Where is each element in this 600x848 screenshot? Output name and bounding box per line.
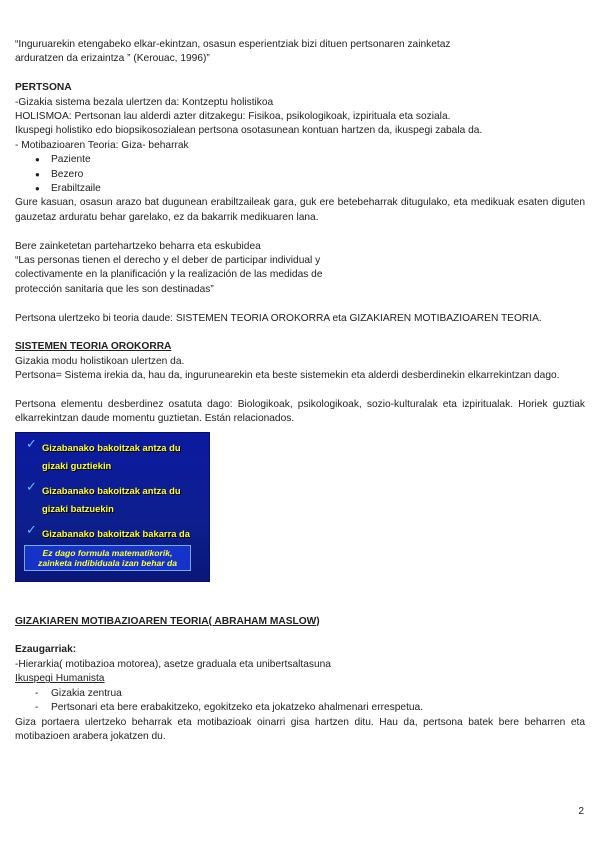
list-item: ● Paziente: [35, 153, 585, 167]
text-paragraph: Giza portaera ulertzeko beharrak eta motibazioak oinarri gisa hartzen ditu. Hau da, pertsona batek bere beharren eta motibazioen arabera jokatzen du.: [15, 716, 585, 742]
text-line: Ikuspegi holistiko edo biopsikosozialean pertsona osotasunean kontuan hartzen da, ikuspegi zabala da.: [15, 125, 483, 137]
text-paragraph: Pertsona= Sistema irekia da, hau da, ingurunearekin eta beste sistemekin eta alderdi desberdinekin elkarrekintzan dago.: [15, 370, 560, 382]
text-line: Pertsona ulertzeko bi teoria daude: SISTEMEN TEORIA OROKORRA eta GIZAKIAREN MOTIBAZIOAREN TEORIA.: [15, 312, 542, 324]
subheading-ezaugarriak: Ezaugarriak:: [15, 644, 77, 656]
slide-callout-box: [24, 545, 191, 571]
slide-item-text: Gizabanako bakoitzak antza du: [42, 441, 181, 453]
checkmark-icon: ✓: [26, 478, 37, 494]
text-line: Gizakia modu holistikoan ulertzen da.: [15, 355, 185, 367]
section-heading-pertsona: PERTSONA: [15, 82, 72, 94]
spanish-quote-line: protección sanitaria que les son destinadas”: [15, 283, 214, 295]
intro-quote: “Inguruarekin etengabeko elkar-ekintzan, osasun esperientziak bizi dituen pertsonaren zainketaz arduratzen da erizaintza ” (Kerouac, 1996)”: [15, 39, 451, 65]
list-item: - Gizakia zentrua: [35, 687, 585, 701]
text-paragraph: Pertsona elementu desberdinez osatuta dago: Biologikoak, psikologikoak, sozio-kulturalak eta izpiritualak. Horiek guztiak elkarrekintzan daude momentu guztietan. Están relacionados.: [15, 399, 585, 425]
slide-item-text: gizaki batzuekin: [42, 502, 114, 514]
slide-image: [15, 432, 210, 582]
slide-callout-text: Ez dago formula matematikorik,: [42, 547, 173, 558]
slide-item: [22, 478, 203, 518]
document-page: [15, 38, 585, 744]
section-heading-maslow: GIZAKIAREN MOTIBAZIOAREN TEORIA( ABRAHAM MASLOW): [15, 615, 320, 627]
text-line: -Gizakia sistema bezala ulertzen da: Kontzeptu holistikoa: [15, 96, 274, 108]
list-item: ● Erabiltzaile: [35, 182, 585, 196]
slide-item: [22, 521, 203, 543]
page-number: 2: [578, 806, 584, 817]
list-item: - Pertsonari eta bere erabakitzeko, egokitzeko eta jokatzeko ahalmenari errespetua.: [35, 701, 585, 715]
text-line: - Motibazioaren Teoria: Giza- beharrak: [15, 139, 189, 151]
spanish-quote-line: colectivamente en la planificación y la realización de las medidas de: [15, 269, 323, 281]
slide-item-text: Gizabanako bakoitzak bakarra da: [42, 527, 190, 539]
slide-item: [22, 435, 203, 475]
slide-item-text: Gizabanako bakoitzak antza du: [42, 484, 181, 496]
checkmark-icon: ✓: [26, 521, 37, 537]
text-line: Bere zainketetan partehartzeko beharra eta eskubidea: [15, 240, 261, 252]
section-heading-sistemen: SISTEMEN TEORIA OROKORRA: [15, 341, 172, 353]
text-line: -Hierarkia( motibazioa motorea), asetze graduala eta unibertsaltasuna: [15, 658, 331, 670]
list-item: ● Bezero: [35, 168, 585, 182]
bullet-list: [15, 153, 585, 196]
dash-list: [15, 687, 585, 716]
subheading-humanista: Ikuspegi Humanista: [15, 673, 105, 685]
slide-callout-text: zainketa indibiduala izan behar da: [38, 557, 177, 568]
text-line: HOLISMOA: Pertsonan lau alderdi azter ditzakegu: Fisikoa, psikologikoak, izpirituala eta soziala.: [15, 111, 451, 123]
spanish-quote-line: “Las personas tienen el derecho y el deber de participar individual y: [15, 255, 321, 267]
slide-item-text: gizaki guztiekin: [42, 459, 112, 471]
text-paragraph: Gure kasuan, osasun arazo bat dugunean erabiltzaileak gara, guk ere betebeharrak ditugulako, eta medikuak esaten diguten gauzetaz arduratu behar garelako, ez da bakarrik medikuaren lana.: [15, 197, 585, 223]
checkmark-icon: ✓: [26, 435, 37, 451]
